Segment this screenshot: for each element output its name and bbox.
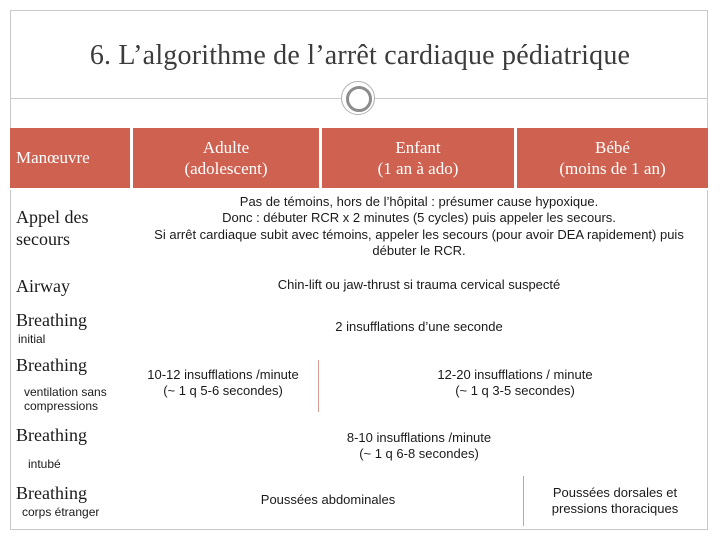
appel-line2: Donc : débuter RCR x 2 minutes (5 cycles) puis appeler les secours. — [222, 210, 616, 226]
ventilation-child-line1: 12-20 insufflations / minute — [437, 367, 593, 382]
header-bebe-title: Bébé — [595, 137, 630, 157]
breathing-intube-sublabel: intubé — [28, 456, 61, 471]
breathing-intube-text — [134, 430, 704, 463]
foreign-baby-line1: Poussées dorsales et — [552, 485, 678, 500]
appel-text — [134, 194, 704, 259]
breathing-initial-label: Breathing — [16, 310, 87, 330]
row-label-appel-line1: Appel des — [16, 207, 89, 227]
row-label-breathing-foreign — [16, 483, 99, 519]
slide-title: 6. L’algorithme de l’arrêt cardiaque pédiatrique — [89, 40, 631, 71]
foreign-separator — [523, 476, 524, 526]
breathing-initial-sublabel: initial — [18, 331, 46, 346]
breathing-initial-text: 2 insufflations d’une seconde — [335, 319, 503, 334]
breathing-intube-label: Breathing — [16, 425, 87, 445]
row-label-breathing-ventilation — [16, 355, 107, 413]
header-bebe — [517, 128, 708, 188]
ring-ornament-icon — [341, 81, 375, 115]
header-manoeuvre-label: Manœuvre — [16, 148, 90, 168]
ventilation-child-line2: (~ 1 q 3-5 secondes) — [455, 383, 575, 399]
appel-line1: Pas de témoins, hors de l’hôpital : présumer cause hypoxique. — [239, 194, 599, 209]
header-manoeuvre — [10, 128, 130, 188]
breathing-ventilation-adult — [132, 367, 314, 400]
appel-line3: Si arrêt cardiaque subit avec témoins, appeler les secours (pour avoir DEA rapidement) puis — [154, 226, 684, 242]
header-enfant-sub: (1 an à ado) — [377, 159, 459, 178]
table-header — [10, 128, 708, 190]
breathing-ventilation-label: Breathing — [16, 355, 87, 375]
row-label-breathing-initial — [16, 310, 87, 346]
row-label-airway: Airway — [16, 276, 70, 296]
breathing-ventilation-sublabel-2: compressions — [24, 398, 99, 413]
intube-line2: (~ 1 q 6-8 secondes) — [359, 446, 479, 462]
row-label-appel — [16, 207, 88, 250]
header-adulte — [133, 128, 319, 188]
intube-line1: 8-10 insufflations /minute — [346, 430, 492, 445]
header-bebe-sub: (moins de 1 an) — [559, 159, 666, 178]
breathing-foreign-label: Breathing — [16, 483, 87, 503]
ventilation-separator — [318, 360, 319, 412]
foreign-baby-line2: pressions thoraciques — [551, 501, 679, 517]
header-adulte-sub: (adolescent) — [184, 159, 268, 178]
breathing-ventilation-child — [322, 367, 708, 400]
breathing-foreign-sublabel: corps étranger — [22, 504, 100, 519]
row-label-breathing-intube — [16, 425, 87, 471]
airway-text: Chin-lift ou jaw-thrust si trauma cervical suspecté — [277, 277, 561, 292]
header-enfant — [322, 128, 514, 188]
header-enfant-title: Enfant — [395, 137, 441, 157]
ventilation-adult-line2: (~ 1 q 5-6 secondes) — [163, 383, 283, 399]
appel-line4: débuter le RCR. — [372, 242, 466, 258]
row-label-appel-line2: secours — [16, 228, 70, 249]
foreign-baby-text — [527, 485, 703, 518]
foreign-adult-child-text: Poussées abdominales — [260, 492, 396, 507]
breathing-ventilation-sublabel-1: ventilation sans — [24, 384, 107, 399]
header-adulte-title: Adulte — [202, 137, 250, 157]
ventilation-adult-line1: 10-12 insufflations /minute — [147, 367, 299, 382]
